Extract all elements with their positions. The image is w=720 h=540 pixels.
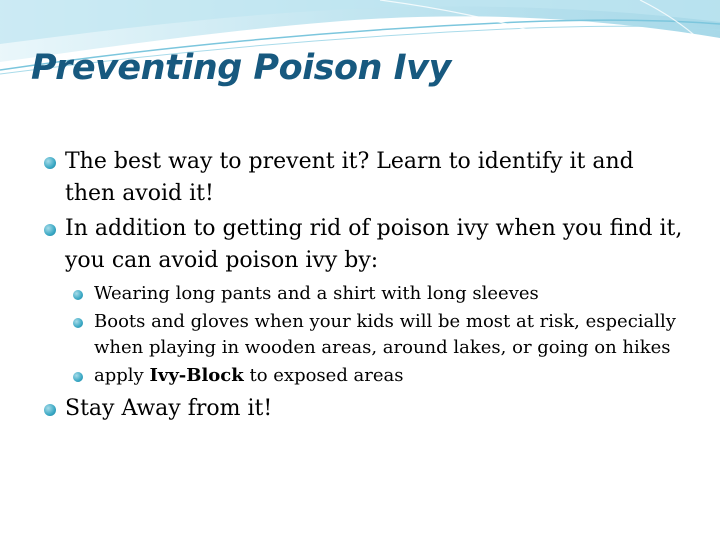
slide-content: [44, 146, 684, 428]
sub-bullet-boots-gloves: [73, 309, 684, 361]
bullet-icon: [44, 157, 56, 169]
bullet-icon: [44, 404, 56, 416]
sub-bullet-clothing: [73, 281, 684, 307]
sub-bullet-text: Wearing long pants and a shirt with long sleeves: [94, 283, 539, 304]
slide-title: Preventing Poison Ivy: [31, 48, 451, 88]
bullet-avoid: [44, 213, 684, 277]
bullet-prevent: [44, 146, 684, 210]
bullet-text: The best way to prevent it? Learn to identify it and then avoid it!: [65, 149, 634, 206]
sub-bullet-icon: [73, 290, 83, 300]
bullet-text: Stay Away from it!: [65, 396, 273, 421]
sub-bullet-icon: [73, 372, 83, 382]
bullet-text: In addition to getting rid of poison ivy when you find it, you can avoid poison ivy by:: [65, 216, 683, 273]
sub-bullet-text: Boots and gloves when your kids will be most at risk, especially when playing in wooden areas, around lakes, or going on hikes: [94, 311, 676, 358]
bullet-icon: [44, 224, 56, 236]
product-name: Ivy-Block: [149, 365, 244, 386]
sub-bullet-prefix: apply: [94, 365, 150, 386]
sub-bullet-ivy-block: [73, 363, 684, 389]
sub-bullet-icon: [73, 318, 83, 328]
sub-bullet-list: [73, 281, 684, 389]
bullet-stay-away: [44, 393, 684, 425]
sub-bullet-suffix: to exposed areas: [243, 365, 404, 386]
